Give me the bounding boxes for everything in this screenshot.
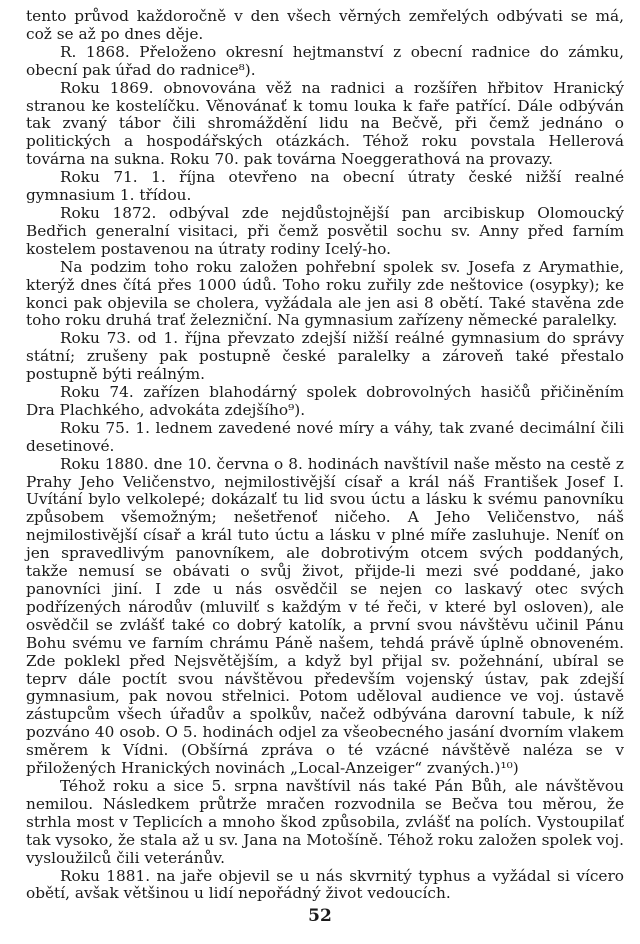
page-number: 52 <box>308 906 332 926</box>
paragraph: Roku 73. od 1. října převzato zdejší nižší reálné gymnasium do správy státní; zrušeny pak postupně české paralelky a zároveň také přestalo postupně býti reálným. <box>26 329 624 384</box>
paragraph: Roku 74. zařízen blahodárný spolek dobrovolných hasičů přičiněním Dra Plachkého, advokáta zdejšího⁹). <box>26 383 624 419</box>
paragraph: Roku 1881. na jaře objevil se u nás skvrnitý typhus a vyžádal si vícero obětí, avšak většinou u lidí nepořádný život vedoucích. <box>26 866 624 903</box>
paragraph: Roku 75. 1. lednem zavedené nové míry a váhy, tak zvané decimální čili desetinové. <box>26 418 624 455</box>
body-text <box>26 8 624 903</box>
paragraph: Roku 1880. dne 10. června o 8. hodinách navštívil naše město na cestě z Prahy Jeho Veličenstvo, nejmilostivější císař a král náš František Josef I. Uvítání bylo velkolepé; dokázalť tu lid svou úctu a lásku k svému panovníku způsobem všemožným; nešetřenoť ničeho. A Jeho Veličenstvo, náš nejmilostivější císař a král tuto úctu a lásku v plné míře zasluhuje. Neníť on jen spravedlivým panovníkem, ale dobrotivým otcem svých poddaných, takže nemusí se obávati o svůj život, přijde-li mezi své poddané, jako panovníci jiní. I zde u nás osvědčil se nejen co laskavý otec svých podřízených národův (mluvilť s každým v té řeči, v které byl osloven), ale osvědčil se zvlášť také co dobrý katolík, a první svou návštěvu učinil Pánu Bohu svému ve farním chrámu Páně našem, tehdá právě úplně obnoveném. Zde poklekl před Nejsvětějším, a když byl přijal sv. požehnání, ubíral se teprv dále poctít svou návštěvou především vojenský ústav, pak zdejší gymnasium, pak novou střelnici. Potom uděloval audience ve voj. ústavě zástupcům všech úřadův a spolkův, načež odbývána darovní tabule, k níž pozváno 40 osob. O 5. hodinách odjel za všeobecného jasání dvorním vlakem směrem k Vídni. (Obšírná zpráva o té vzácné návštěvě naléza se v přiložených Hranických novinách „Local-Anzeiger“ zvaných.)¹⁰) <box>26 454 624 778</box>
paragraph: Roku 71. 1. října otevřeno na obecní útraty české nižší realné gymnasium 1. třídou. <box>26 168 624 205</box>
paragraph: Na podzim toho roku založen pohřební spolek sv. Josefa z Arymathie, kterýž dnes čítá přes 1000 údů. Toho roku zuřily zde neštovice (osypky); ke konci pak objevila se cholera, vyžádala ale jen asi 8 obětí. Také stavěna zde toho roku druhá trať železniční. Na gymnasium zařízeny německé paralelky. <box>26 257 624 330</box>
paragraph: Roku 1872. odbýval zde nejdůstojnější pan arcibiskup Olomoucký Bedřich generalní visitaci, při čemž posvětil sochu sv. Anny před farním kostelem postavenou na útraty rodiny Icelý-ho. <box>26 203 624 258</box>
paragraph: Roku 1869. obnovována věž na radnici a rozšířen hřbitov Hranický stranou ke kostelíčku. Věnovánať k tomu louka k faře patřící. Dále odbýván tak zvaný tábor čili shromáždění lidu na Bečvě, při čemž jednáno o politických a hospodářských otázkách. Téhož roku povstala Hellerová továrna na sukna. Roku 70. pak továrna Noeggerathová na provazy. <box>26 78 624 169</box>
paragraph: Téhož roku a sice 5. srpna navštívil nás také Pán Bůh, ale návštěvou nemilou. Následkem průtrže mračen rozvodnila se Bečva tou měrou, že strhla most v Teplicích a mnoho škod způsobila, zvlášť na polích. Vystoupilať tak vysoko, že stala až u sv. Jana na Motošíně. Téhož roku založen spolek voj. vysloužilců čili veteránův. <box>26 776 624 867</box>
paragraph: tento průvod každoročně v den všech věrných zemřelých odbývati se má, což se až po dnes děje. <box>26 7 624 43</box>
paragraph: R. 1868. Přeloženo okresní hejtmanství z obecní radnice do zámku, obecní pak úřad do radnice⁸). <box>26 42 624 79</box>
